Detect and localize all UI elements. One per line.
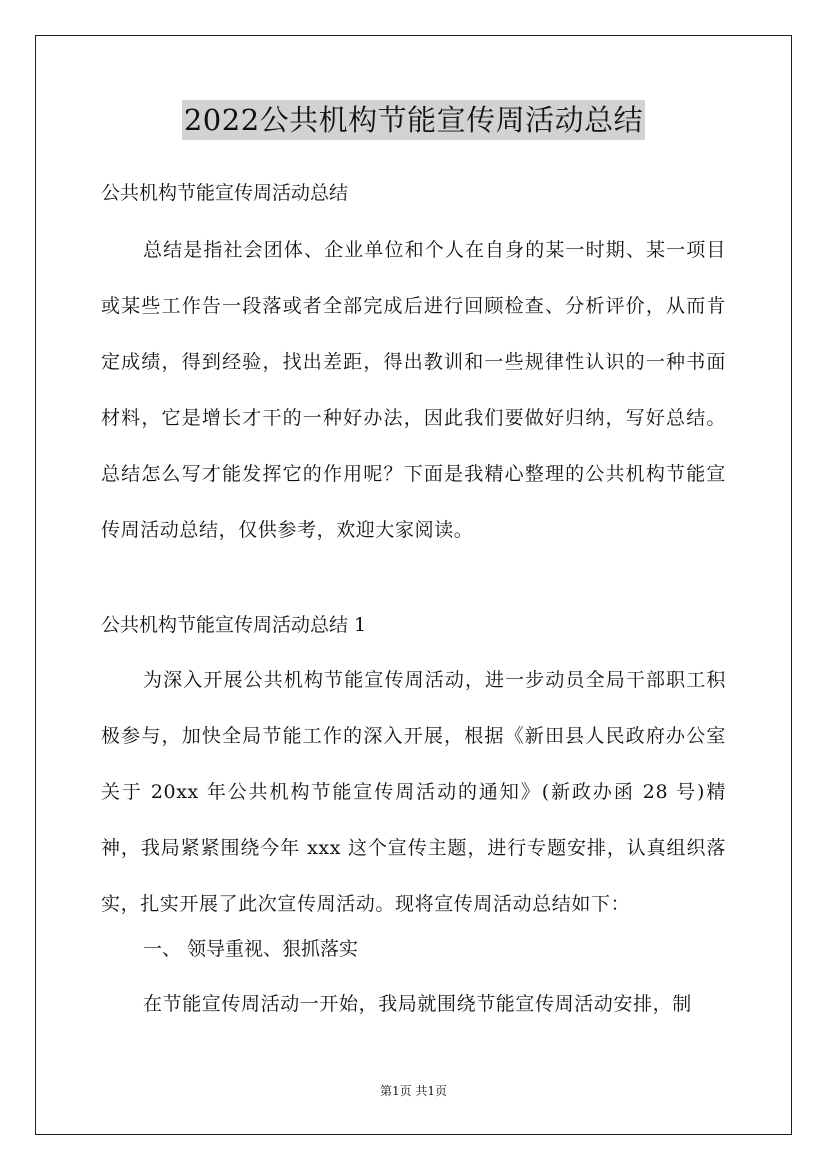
section-paragraph: 为深入开展公共机构节能宣传周活动，进一步动员全局干部职工积极参与，加快全局节能工作的深入开展，根据《新田县人民政府办公室关于 20xx 年公共机构节能宣传周活动的通知》(新政办函 28 号)精神，我局紧紧围绕今年 xxx 这个宣传主题，进行专题安排，认真组织落实，扎实开展了此次宣传周活动。现将宣传周活动总结如下：: [101, 669, 726, 915]
document-title: 2022公共机构节能宣传周活动总结: [182, 100, 645, 140]
document-subtitle: 公共机构节能宣传周活动总结: [101, 182, 349, 204]
section-heading: 公共机构节能宣传周活动总结 1: [101, 614, 367, 636]
item-heading: 一、 领导重视、狠抓落实: [143, 938, 359, 960]
page-footer: 第1页 共1页: [379, 1084, 448, 1098]
title-container: [0, 100, 827, 140]
item-paragraph: 在节能宣传周活动一开始，我局就围绕节能宣传周活动安排，制: [143, 993, 692, 1015]
intro-paragraph: 总结是指社会团体、企业单位和个人在自身的某一时期、某一项目或某些工作告一段落或者全部完成后进行回顾检查、分析评价，从而肯定成绩，得到经验，找出差距，得出教训和一些规律性认识的一种书面材料，它是增长才干的一种好办法，因此我们要做好归纳，写好总结。总结怎么写才能发挥它的作用呢？下面是我精心整理的公共机构节能宣传周活动总结，仅供参考，欢迎大家阅读。: [101, 239, 726, 541]
